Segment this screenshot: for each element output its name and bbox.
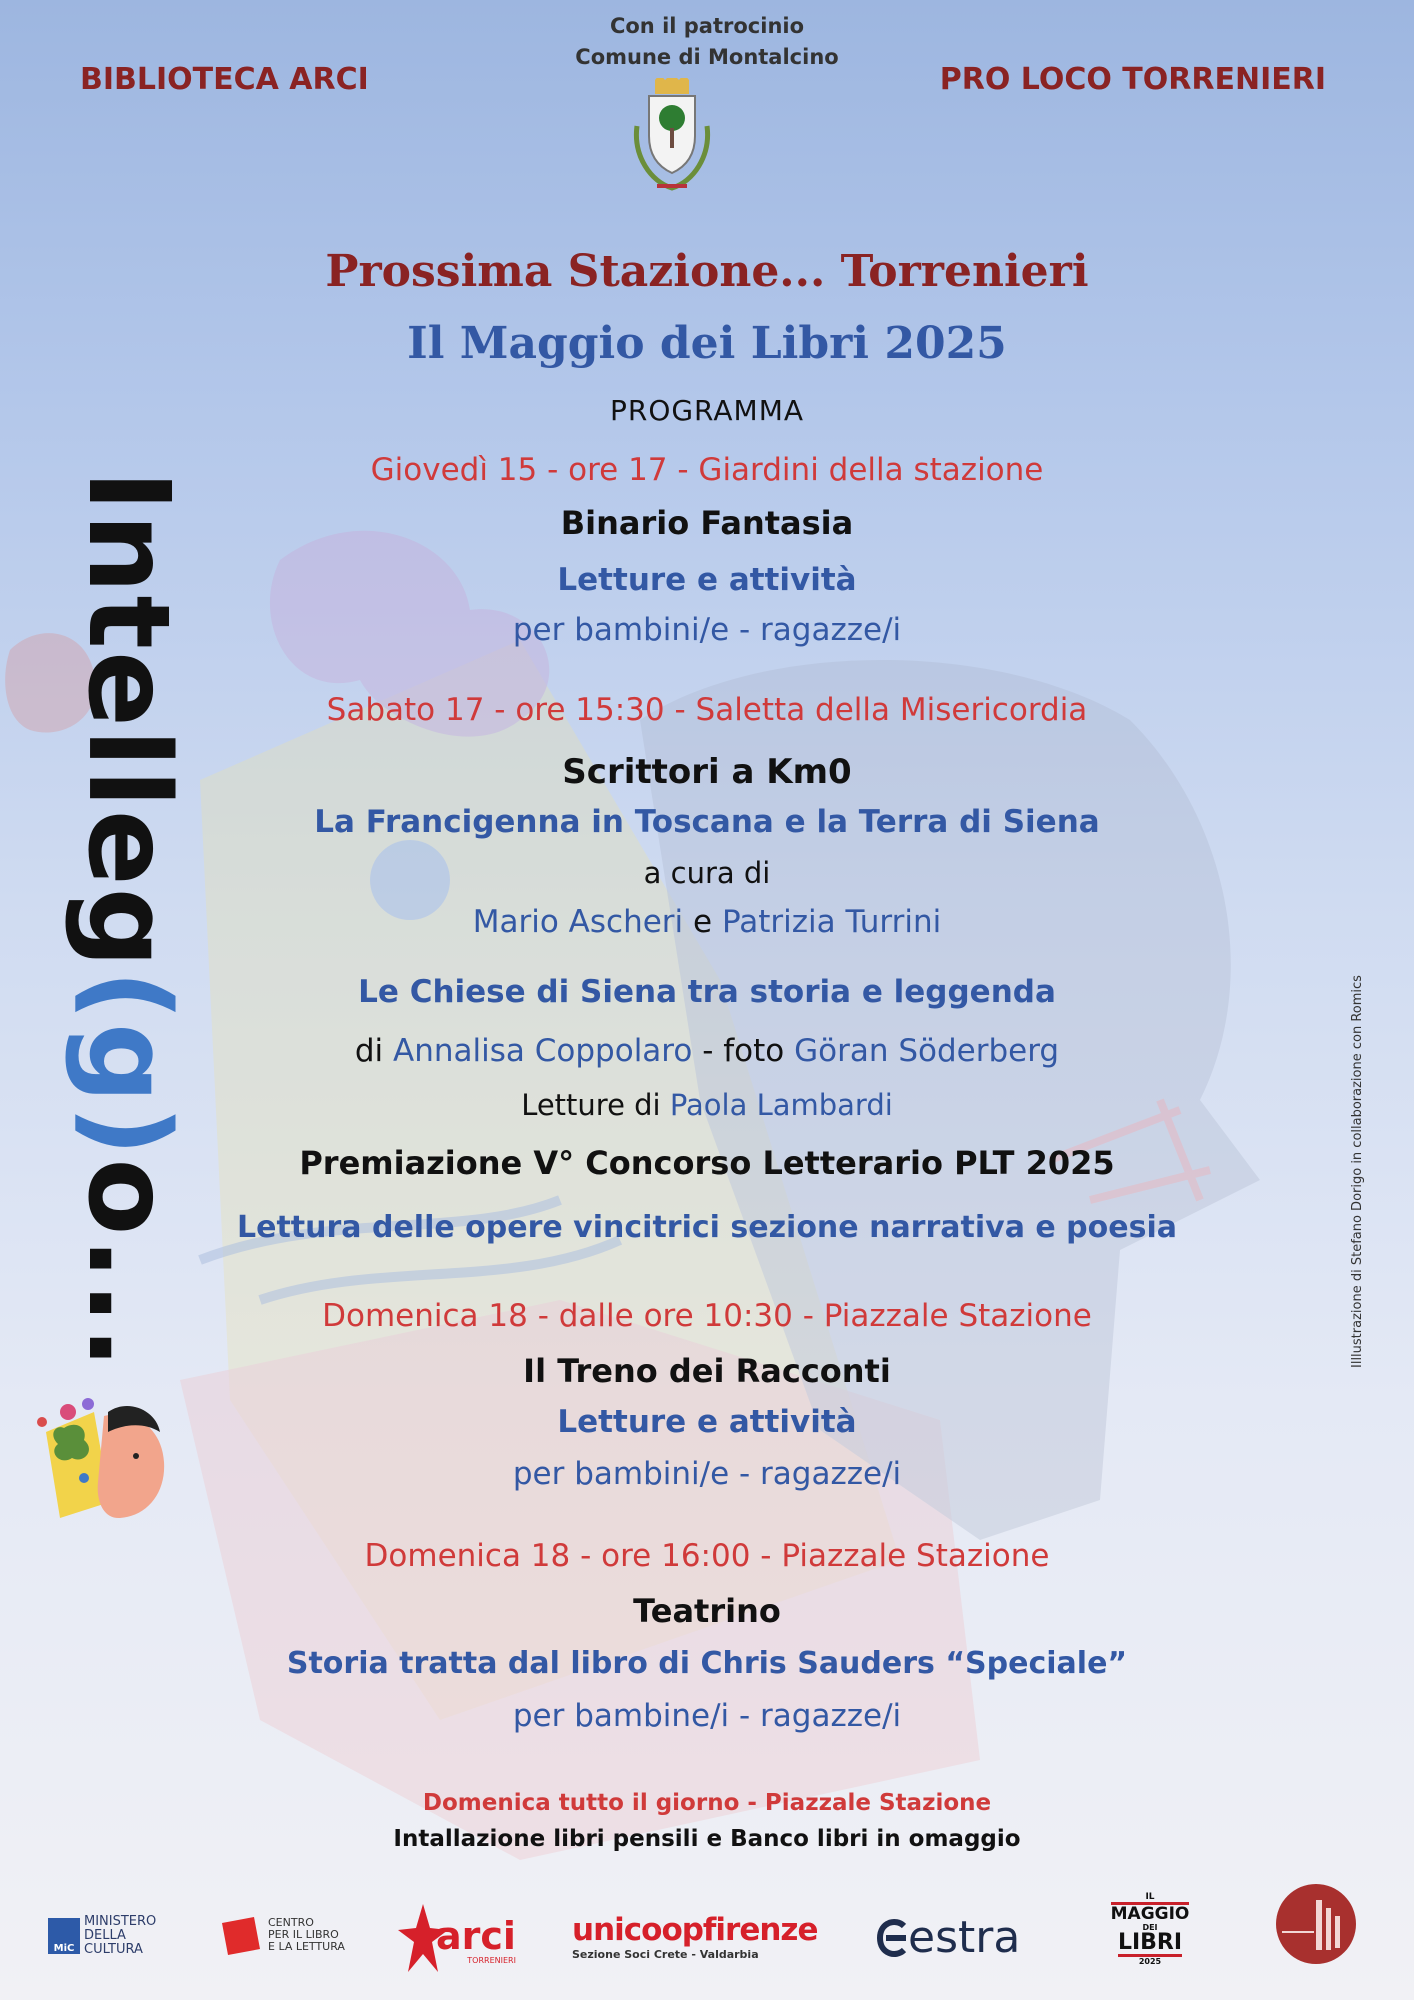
di-label: di	[354, 1033, 384, 1069]
patronage-line1: Con il patrocinio	[609, 14, 805, 38]
photographer: Göran Söderberg	[794, 1033, 1060, 1069]
event4-when: Domenica 18 - ore 16:00 - Piazzale Stazione	[364, 1538, 1050, 1574]
logo-unicoop	[572, 1912, 818, 1961]
arci-word: arci	[436, 1913, 516, 1958]
org-right: PRO LOCO TORRENIERI	[939, 62, 1326, 97]
side-title-accent: (g)	[63, 969, 193, 1159]
programma-label: PROGRAMMA	[609, 394, 805, 427]
logo-estra	[876, 1912, 1020, 1963]
ministero-l1: MINISTERO	[84, 1914, 157, 1929]
cepell-l1: CENTRO	[268, 1916, 314, 1929]
event2-book1: La Francigenna in Toscana e la Terra di Siena	[314, 804, 1100, 840]
event1-audience: per bambini/e - ragazze/i	[512, 612, 902, 648]
letture-di-label: Letture di	[521, 1088, 661, 1122]
event2-authors	[0, 904, 1414, 940]
event2-book2: Le Chiese di Siena tra storia e leggenda	[358, 974, 1056, 1010]
logo-maggio-dei-libri	[1112, 1892, 1188, 1966]
maggio-l3: DEI	[1142, 1923, 1158, 1932]
maggio-l5: 2025	[1138, 1957, 1162, 1966]
patronage-line2: Comune di Montalcino	[575, 45, 839, 69]
event5-when: Domenica tutto il giorno - Piazzale Stazione	[422, 1790, 992, 1816]
maggio-l4: LIBRI	[1117, 1930, 1183, 1955]
main-title: Prossima Stazione... Torrenieri	[325, 246, 1089, 297]
foto-label: - foto	[702, 1033, 785, 1069]
subtitle: Il Maggio dei Libri 2025	[407, 318, 1007, 369]
coat-of-arms-icon	[627, 78, 717, 196]
reader: Paola Lambardi	[669, 1088, 893, 1122]
cepell-l2: PER IL LIBRO	[268, 1928, 339, 1941]
event3-name: Il Treno dei Racconti	[523, 1352, 891, 1390]
logo-round-emblem-icon	[1274, 1882, 1358, 1966]
event1-name: Binario Fantasia	[560, 504, 854, 542]
unicoop-sub: Sezione Soci Crete - Valdarbia	[572, 1948, 759, 1961]
logo-ministero	[48, 1915, 156, 1957]
event4-audience: per bambine/i - ragazze/i	[512, 1698, 902, 1734]
maggio-l1: IL	[1145, 1892, 1155, 1902]
author-ascheri: Mario Ascheri	[472, 904, 684, 940]
event2-name: Scrittori a Km0	[562, 752, 852, 792]
cepell-mark-icon	[220, 1913, 264, 1957]
estra-word: estra	[908, 1912, 1021, 1963]
event4-desc: Storia tratta dal libro di Chris Sauders “Speciale”	[286, 1646, 1128, 1681]
authors-and: e	[693, 904, 713, 940]
cepell-l3: E LA LETTURA	[268, 1940, 345, 1953]
event2-readings	[0, 1088, 1414, 1122]
event2-a-cura: a cura di	[643, 856, 771, 890]
event2-award: Premiazione V° Concorso Letterario PLT 2025	[299, 1144, 1115, 1182]
event3-audience: per bambini/e - ragazze/i	[512, 1456, 902, 1492]
estra-mark-icon	[876, 1918, 910, 1958]
ministero-l2: DELLA	[84, 1928, 126, 1943]
ministero-l3: CULTURA	[84, 1942, 143, 1957]
maggio-l2: MAGGIO	[1110, 1904, 1190, 1924]
event3-desc: Letture e attività	[557, 1404, 857, 1440]
event1-when: Giovedì 15 - ore 17 - Giardini della stazione	[370, 452, 1044, 488]
logo-arci	[396, 1902, 516, 1978]
author-coppolaro: Annalisa Coppolaro	[393, 1033, 693, 1069]
side-title: Intelleg(g)o...	[63, 470, 193, 1371]
event5-desc: Intallazione libri pensili e Banco libri in omaggio	[393, 1826, 1021, 1852]
event1-desc: Letture e attività	[557, 562, 857, 598]
illustration-credit: Illlustrazione di Stefano Dorigo in collaborazione con Romics	[1350, 975, 1365, 1368]
event4-name: Teatrino	[633, 1592, 781, 1630]
org-left: BIBLIOTECA ARCI	[80, 62, 369, 97]
event3-when: Domenica 18 - dalle ore 10:30 - Piazzale Stazione	[322, 1298, 1092, 1334]
ministero-badge: MiC	[48, 1918, 80, 1954]
unicoop-word: unicoopfirenze	[572, 1912, 818, 1948]
logo-cepell	[220, 1913, 345, 1957]
event2-book2-credits	[0, 1033, 1414, 1069]
event2-when: Sabato 17 - ore 15:30 - Saletta della Misericordia	[326, 692, 1088, 728]
author-turrini: Patrizia Turrini	[721, 904, 942, 940]
arci-sub: TORRENIERI	[467, 1955, 516, 1965]
event2-award-desc: Lettura delle opere vincitrici sezione narrativa e poesia	[237, 1210, 1177, 1245]
